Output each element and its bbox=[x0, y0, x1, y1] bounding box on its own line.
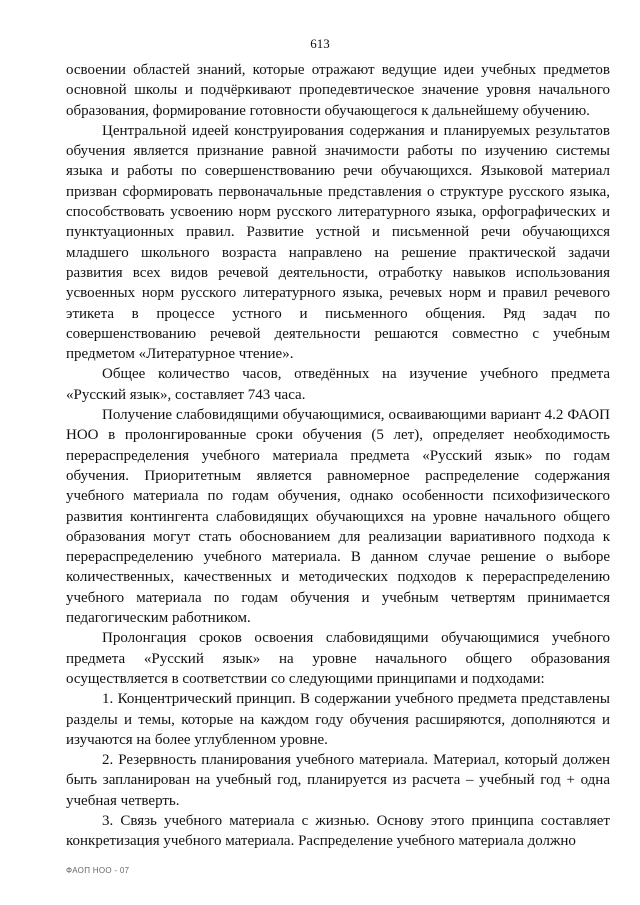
body-text bbox=[66, 60, 610, 852]
paragraph-continuation: освоении областей знаний, которые отражают ведущие идеи учебных предметов основной школы и подчёркивают пропедевтическое значение уровня начального образования, формирование готовности обучающегося к дальнейшему обучению. bbox=[66, 62, 610, 119]
paragraph-prolongation-principles: Пролонгация сроков освоения слабовидящими обучающимися учебного предмета «Русский язык» на уровне начального общего образования осуществляется в соответствии со следующими принципами и подходами: bbox=[66, 630, 610, 687]
footer-code: ФАОП НОО - 07 bbox=[66, 866, 130, 875]
list-item-reserve-planning: 2. Резервность планирования учебного материала. Материал, который должен быть запланирован на учебный год, планируется из расчета – учебный год + одна учебная четверть. bbox=[66, 752, 610, 809]
page-number: 613 bbox=[310, 36, 330, 51]
paragraph-total-hours: Общее количество часов, отведённых на изучение учебного предмета «Русский язык», составляет 743 часа. bbox=[66, 366, 610, 403]
list-item-concentric-principle: 1. Концентрический принцип. В содержании учебного предмета представлены разделы и темы, которые на каждом году обучения расширяются, дополняются и изучаются на более углубленном уровне. bbox=[66, 691, 610, 748]
paragraph-prolonged-terms: Получение слабовидящими обучающимися, осваивающими вариант 4.2 ФАОП НОО в пролонгированные сроки обучения (5 лет), определяет необходимость перераспределения учебного материала предмета «Русский язык» по годам обучения. Приоритетным является равномерное распределение содержания учебного материала по годам обучения, однако особенности психофизического развития контингента слабовидящих обучающихся на уровне начального общего образования могут стать обоснованием для реализации вариативного подхода к перераспределению учебного материала. В данном случае решение о выборе количественных, качественных и методических подходов к перераспределению учебного материала по годам обучения и учебным четвертям принимается педагогическим работником. bbox=[66, 407, 610, 627]
paragraph-central-idea: Центральной идеей конструирования содержания и планируемых результатов обучения является признание равной значимости работы по изучению системы языка и работы по совершенствованию речи обучающихся. Языковой материал призван сформировать первоначальные представления о структуре русского языка, способствовать усвоению норм русского литературного языка, орфографических и пунктуационных правил. Развитие устной и письменной речи обучающихся младшего школьного возраста направлено на решение практической задачи развития всех видов речевой деятельности, отработку навыков использования усвоенных норм русского литературного языка, речевых норм и правил речевого этикета в процессе устного и письменного общения. Ряд задач по совершенствованию речевой деятельности решаются совместно с учебным предметом «Литературное чтение». bbox=[66, 122, 610, 363]
list-item-link-with-life: 3. Связь учебного материала с жизнью. Основу этого принципа составляет конкретизация учебного материала. Распределение учебного материала должно bbox=[66, 812, 610, 850]
